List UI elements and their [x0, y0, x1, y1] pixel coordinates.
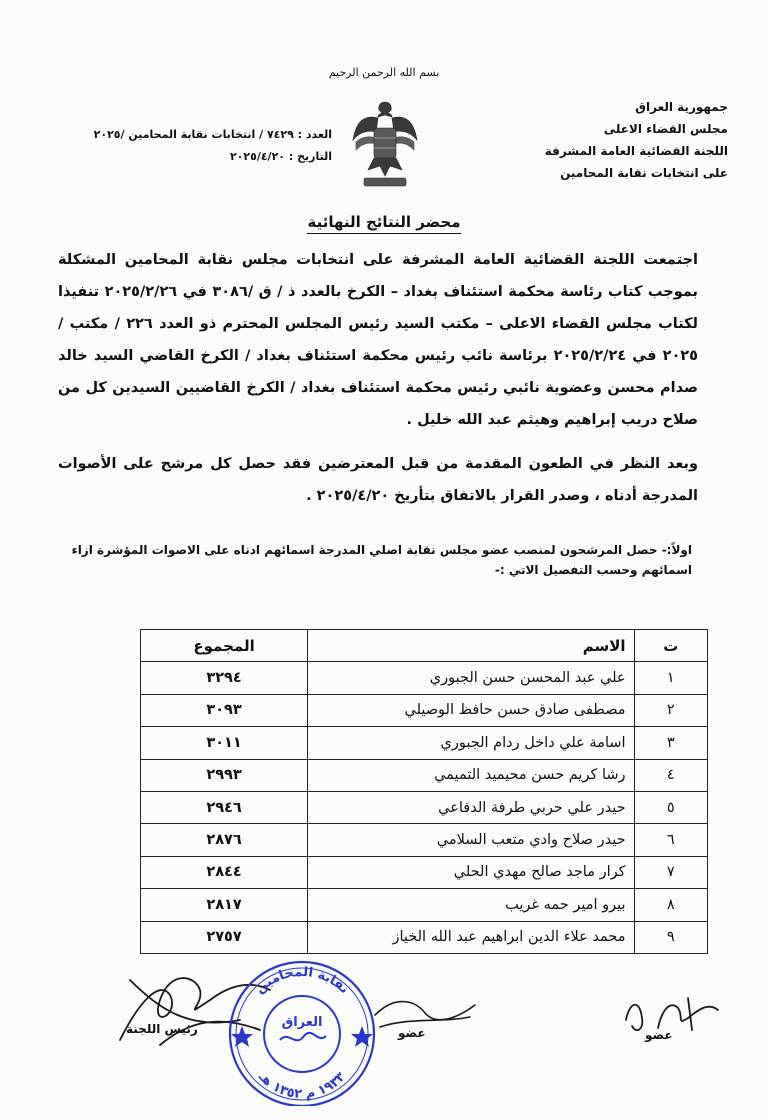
header-line-elections: على انتخابات نقابة المحامين [560, 166, 728, 180]
table-row [141, 694, 708, 726]
stamp-inner-text: العراق [281, 1015, 323, 1030]
row-name: كرار ماجد صالح مهدي الحلي [308, 856, 634, 888]
table-row [141, 921, 708, 953]
table-row [141, 856, 708, 888]
paragraph-meeting: اجتمعت اللجنة القضائية العامة المشرفة على انتخابات مجلس نقابة المحامين المشكلة بموجب كتاب رئاسة محكمة استئناف بغداد – الكرخ بالعدد ذ / ق /٣٠٨٦ في ٢٠٢٥/٢/٢٦ تنفيذا لكتاب مجلس القضاء الاعلى – مكتب السيد رئيس المجلس المحترم ذو العدد ٢٢٦ / مكتب /٢٠٢٥ في ٢٠٢٥/٢/٢٤ برئاسة نائب رئيس محكمة استئناف بغداد / الكرخ القاضي السيد خالد صدام محسن وعضوية نائبي رئيس محكمة استئناف بغداد / الكرخ القاضيين السيدين كل من صلاح دريب إبراهيم وهيثم عبد الله خليل . [58, 252, 698, 428]
table-header-row [141, 630, 708, 662]
section-intro: اولاً:- حصل المرشحون لمنصب عضو مجلس نقابة اصلي المدرجة اسمائهم ادناه على الاصوات المؤشرة ازاء اسمائهم وحسب التفصيل الاتي :- [71, 543, 692, 577]
row-index: ٦ [634, 824, 707, 856]
header-issuer [468, 96, 728, 184]
signature-label-member-middle: عضو [398, 1026, 426, 1040]
row-index: ٥ [634, 791, 707, 823]
stamp-bottom-text: ١٩٣٣ م ١٣٥٢ هـ [255, 1069, 349, 1103]
row-total: ٢٨٧٦ [141, 824, 308, 856]
row-index: ٤ [634, 759, 707, 791]
row-name: بيرو امير حمه غريب [308, 889, 634, 921]
header-reference [32, 124, 332, 168]
header-line-country: جمهورية العراق [635, 100, 728, 114]
table-row [141, 824, 708, 856]
row-total: ٣٠٩٣ [141, 694, 308, 726]
row-name: اسامة علي داخل ردام الجبوري [308, 727, 634, 759]
table-row [141, 759, 708, 791]
basmala: بسم الله الرحمن الرحيم [328, 66, 440, 79]
reference-number: العدد : ٧٤٢٩ / انتخابات نقابة المحامين /٢٠٢٥ [93, 128, 332, 141]
table-row [141, 727, 708, 759]
header-line-council: مجلس القضاء الاعلى [603, 122, 728, 136]
row-total: ٢٨٤٤ [141, 856, 308, 888]
column-header-name: الاسم [308, 630, 634, 662]
row-index: ٧ [634, 856, 707, 888]
column-header-index: ت [634, 630, 707, 662]
row-index: ٣ [634, 727, 707, 759]
row-name: محمد علاء الدين ابراهيم عبد الله الخياز [308, 921, 634, 953]
row-total: ٣٠١١ [141, 727, 308, 759]
row-name: مصطفى صادق حسن حافظ الوصيلي [308, 694, 634, 726]
row-name: علي عبد المحسن حسن الجبوري [308, 662, 634, 694]
signature-label-chair: رئيس اللجنة [126, 1022, 198, 1036]
row-name: حيدر علي حربي طرفة الدفاعي [308, 791, 634, 823]
document-title-text: محضر النتائج النهائية [307, 213, 460, 234]
eagle-emblem-icon [350, 96, 420, 192]
row-index: ٨ [634, 889, 707, 921]
row-total: ٢٩٤٦ [141, 791, 308, 823]
row-index: ١ [634, 662, 707, 694]
row-index: ٢ [634, 694, 707, 726]
signature-label-member-right: عضو [645, 1028, 673, 1042]
row-name: رشا كريم حسن محيميد التميمي [308, 759, 634, 791]
paragraph-decision: وبعد النظر في الطعون المقدمة من قبل المعترضين فقد حصل كل مرشح على الأصوات المدرجة أدناه ، وصدر القرار بالاتفاق بتأريخ ٢٠٢٥/٤/٢٠ . [58, 456, 698, 504]
row-total: ٢٨١٧ [141, 889, 308, 921]
table-row [141, 662, 708, 694]
row-total: ٢٧٥٧ [141, 921, 308, 953]
row-total: ٢٩٩٣ [141, 759, 308, 791]
reference-date: التاريخ : ٢٠٢٥/٤/٢٠ [229, 150, 332, 163]
row-index: ٩ [634, 921, 707, 953]
member-signature-right-icon [618, 990, 728, 1040]
bar-association-stamp-icon [222, 956, 382, 1106]
document-title [0, 213, 768, 231]
results-table [140, 629, 708, 954]
table-row [141, 889, 708, 921]
row-name: حيدر صلاح وادي متعب السلامي [308, 824, 634, 856]
table-row [141, 791, 708, 823]
column-header-total: المجموع [141, 630, 308, 662]
stamp-outer-text: نقابة المحامين [252, 964, 352, 997]
row-total: ٣٢٩٤ [141, 662, 308, 694]
header-line-committee: اللجنة القضائية العامة المشرفة [544, 144, 728, 158]
